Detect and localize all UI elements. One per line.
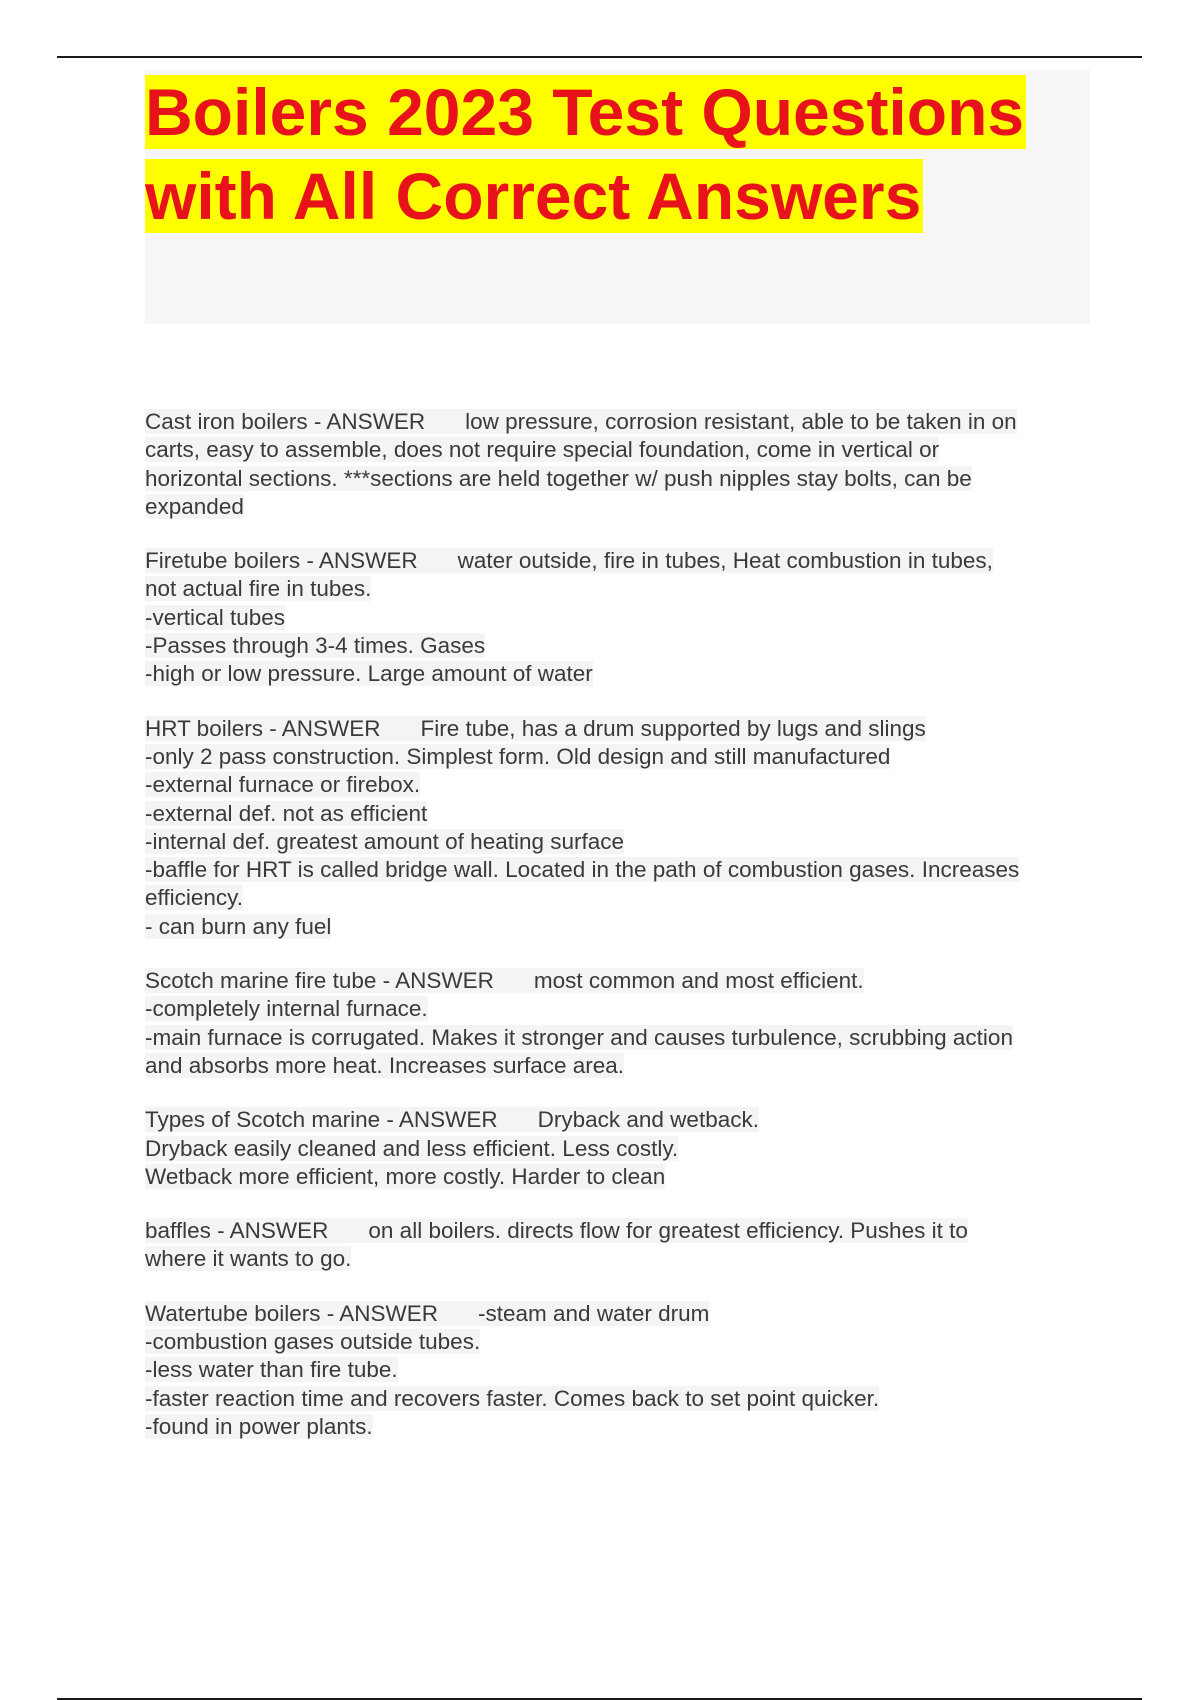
qa-first-line	[145, 967, 1090, 995]
answer-line	[145, 1413, 1090, 1441]
page-title	[145, 70, 1085, 238]
qa-item	[145, 1217, 1090, 1274]
answer-text: on all boilers. directs flow for greatest efficiency. Pushes it to	[368, 1218, 968, 1244]
answer-line	[145, 1052, 1090, 1080]
qa-list	[145, 408, 1090, 1467]
answer-line	[145, 913, 1090, 941]
answer-text: -main furnace is corrugated. Makes it stronger and causes turbulence, scrubbing action	[145, 1024, 1013, 1050]
qa-item	[145, 408, 1090, 521]
answer-line	[145, 828, 1090, 856]
answer-line	[145, 575, 1090, 603]
question-text: baffles - ANSWER	[145, 1218, 329, 1244]
answer-text: -Passes through 3-4 times. Gases	[145, 633, 486, 659]
answer-text: most common and most efficient.	[533, 968, 864, 994]
top-rule	[57, 56, 1142, 58]
answer-line	[145, 1163, 1090, 1191]
answer-line	[145, 1245, 1090, 1273]
page-title-text: Boilers 2023 Test Questions with All Correct Answers	[145, 75, 1025, 233]
answer-line	[145, 632, 1090, 660]
qa-first-line	[145, 715, 1090, 743]
qa-item	[145, 1106, 1090, 1191]
answer-text: -external furnace or firebox.	[145, 772, 421, 798]
answer-text: -less water than fire tube.	[145, 1357, 398, 1383]
answer-line	[145, 884, 1090, 912]
question-text: Types of Scotch marine - ANSWER	[145, 1107, 498, 1133]
answer-text: -vertical tubes	[145, 604, 286, 630]
answer-line	[145, 493, 1090, 521]
answer-text: and absorbs more heat. Increases surface area.	[145, 1052, 625, 1078]
answer-text: -found in power plants.	[145, 1413, 373, 1439]
answer-text: -steam and water drum	[478, 1300, 710, 1326]
qa-first-line	[145, 1106, 1090, 1134]
answer-line	[145, 1135, 1090, 1163]
answer-text: low pressure, corrosion resistant, able to be taken in on	[465, 409, 1017, 434]
answer-line	[145, 436, 1090, 464]
answer-line	[145, 995, 1090, 1023]
answer-line	[145, 1356, 1090, 1384]
question-text: Firetube boilers - ANSWER	[145, 548, 418, 574]
title-block	[145, 70, 1090, 324]
qa-first-line	[145, 1300, 1090, 1328]
answer-line	[145, 604, 1090, 632]
answer-text: - can burn any fuel	[145, 913, 332, 939]
answer-text: -completely internal furnace.	[145, 996, 428, 1022]
answer-text: Dryback and wetback.	[537, 1107, 759, 1133]
answer-text: -combustion gases outside tubes.	[145, 1329, 481, 1355]
qa-item	[145, 967, 1090, 1080]
answer-line	[145, 1328, 1090, 1356]
answer-text: where it wants to go.	[145, 1246, 352, 1272]
answer-text: water outside, fire in tubes, Heat combustion in tubes,	[457, 548, 993, 574]
answer-text: not actual fire in tubes.	[145, 576, 372, 602]
answer-text: Wetback more efficient, more costly. Harder to clean	[145, 1163, 666, 1189]
answer-text: carts, easy to assemble, does not require special foundation, come in vertical or	[145, 437, 940, 463]
answer-text: expanded	[145, 493, 244, 519]
question-text: HRT boilers - ANSWER	[145, 715, 381, 741]
answer-line	[145, 856, 1090, 884]
answer-text: -only 2 pass construction. Simplest form. Old design and still manufactured	[145, 743, 891, 769]
qa-item	[145, 547, 1090, 688]
answer-text: -external def. not as efficient	[145, 800, 428, 826]
answer-line	[145, 660, 1090, 688]
qa-first-line	[145, 408, 1090, 436]
answer-text: horizontal sections. ***sections are held together w/ push nipples stay bolts, can be	[145, 465, 972, 491]
question-text: Cast iron boilers - ANSWER	[145, 409, 426, 434]
question-text: Scotch marine fire tube - ANSWER	[145, 968, 494, 994]
answer-text: -baffle for HRT is called bridge wall. Located in the path of combustion gases. Increases	[145, 857, 1020, 883]
answer-line	[145, 800, 1090, 828]
answer-line	[145, 1024, 1090, 1052]
answer-text: Dryback easily cleaned and less efficient. Less costly.	[145, 1135, 679, 1161]
answer-text: efficiency.	[145, 885, 243, 911]
qa-first-line	[145, 1217, 1090, 1245]
answer-line	[145, 771, 1090, 799]
answer-text: -internal def. greatest amount of heating surface	[145, 828, 625, 854]
qa-item	[145, 1300, 1090, 1441]
answer-text: -high or low pressure. Large amount of water	[145, 661, 593, 687]
answer-line	[145, 465, 1090, 493]
qa-item	[145, 715, 1090, 941]
answer-line	[145, 743, 1090, 771]
qa-first-line	[145, 547, 1090, 575]
answer-text: Fire tube, has a drum supported by lugs and slings	[420, 715, 926, 741]
answer-text: -faster reaction time and recovers faster. Comes back to set point quicker.	[145, 1385, 880, 1411]
answer-line	[145, 1385, 1090, 1413]
question-text: Watertube boilers - ANSWER	[145, 1300, 439, 1326]
